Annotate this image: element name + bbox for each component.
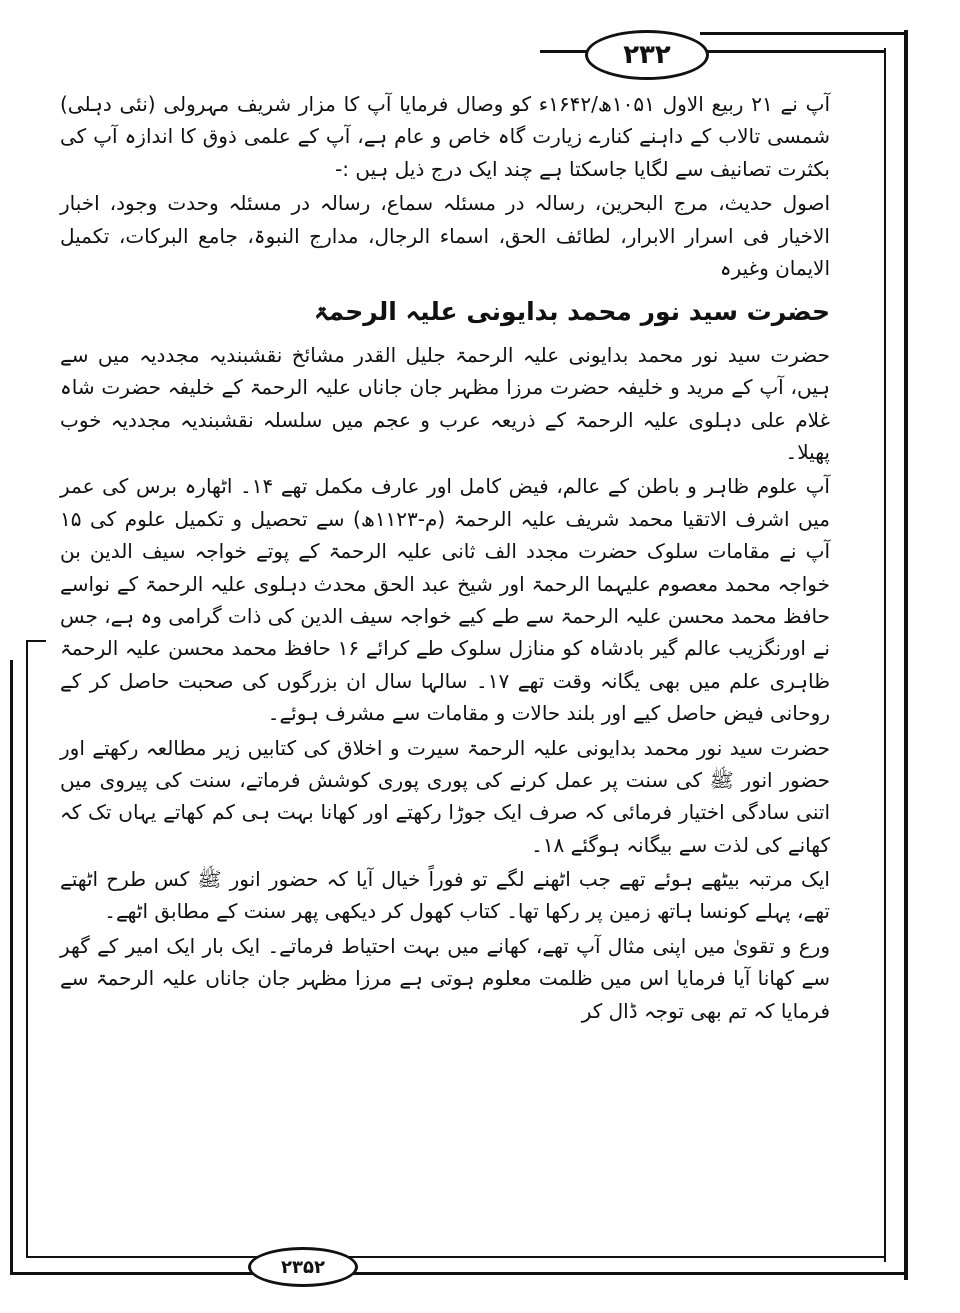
paragraph-anecdote: ایک مرتبہ بیٹھے ہوئے تھے جب اٹھنے لگے تو فوراً خیال آیا کہ حضور انور ﷺ کس طرح اٹھتے تھے، پہلے کونسا ہاتھ زمین پر رکھا تھا۔ کتاب کھول کر دیکھی پھر سنت کے مطابق اٹھے۔	[60, 867, 830, 924]
frame-right-outer	[904, 30, 908, 1280]
frame-top-left-stub	[540, 50, 588, 53]
frame-top-line-outer	[700, 32, 906, 35]
page-number-bottom: ۲۳۵۲	[248, 1247, 358, 1287]
frame-bottom-inner	[26, 1256, 886, 1258]
paragraph-introduction: حضرت سید نور محمد بدایونی علیہ الرحمۃ جلیل القدر مشائخ نقشبندیہ مجددیہ میں سے ہیں، آپ کے مرید و خلیفہ حضرت مرزا مظہر جان جاناں علیہ الرحمۃ کے خلیفہ حضرت شاہ غلام علی دہلوی علیہ الرحمۃ کے ذریعہ عرب و عجم میں سلسلہ نقشبندیہ مجددیہ خوب پھیلا۔	[60, 342, 830, 465]
frame-top-line	[700, 50, 886, 53]
frame-left-outer	[10, 660, 13, 1272]
paragraph-sunnah: حضرت سید نور محمد بدایونی علیہ الرحمۃ سیرت و اخلاق کی کتابیں زیر مطالعہ رکھتے اور حضور انور ﷺ کی سنت پر عمل کرنے کی پوری پوری کوشش فرماتے، سنت کی پیروی میں اتنی سادگی اختیار فرمائی کہ صرف ایک جوڑا رکھتے اور کھانا بہت ہی کم کھاتے یہاں تک کہ کھانے کی لذت سے بیگانہ ہوگئے ۱۸۔	[60, 735, 830, 857]
section-heading: حضرت سید نور محمد بدایونی علیہ الرحمۃ	[313, 297, 830, 327]
paragraph-education: آپ علوم ظاہر و باطن کے عالم، فیض کامل اور عارف مکمل تھے ۱۴۔ اٹھارہ برس کی عمر میں اشرف الاتقیا محمد شریف علیہ الرحمۃ (م-۱۱۲۳ھ) سے تحصیل و تکمیل علوم کی ۱۵ آپ نے مقامات سلوک حضرت مجدد الف ثانی علیہ الرحمۃ کے پوتے خواجہ سیف الدین بن خواجہ محمد معصوم علیہما الرحمۃ اور شیخ عبد الحق محدث دہلوی علیہ الرحمۃ کے نواسے حافظ محمد محسن علیہ الرحمۃ سے طے کیے خواجہ سیف الدین کی ذات گرامی وہ ہے، جس نے اورنگزیب عالم گیر بادشاہ کو منازل سلوک طے کرائے ۱۶ حافظ محمد محسن علیہ الرحمۃ ظاہری علم میں بھی یگانہ وقت تھے ۱۷۔ سالہا سال ان بزرگوں کی صحبت حاصل کر کے روحانی فیض حاصل کیے اور بلند حالات و مقامات سے مشرف ہوئے۔	[60, 474, 830, 726]
page-text	[60, 88, 830, 1029]
paragraph-piety: ورع و تقویٰ میں اپنی مثال آپ تھے، کھانے میں بہت احتیاط فرماتے۔ ایک بار ایک امیر کے گھر سے کھانا آیا فرمایا اس میں ظلمت معلوم ہوتی ہے مرزا مظہر جان جاناں علیہ الرحمۃ سے فرمایا کہ تم بھی توجہ ڈال کر	[60, 933, 830, 1023]
paragraph-death-and-works: آپ نے ۲۱ ربیع الاول ۱۰۵۱ھ/۱۶۴۲ء کو وصال فرمایا آپ کا مزار شریف مہرولی (نئی دہلی) شمسی تالاب کے داہنے کنارے زیارت گاہ خاص و عام ہے، آپ کے علمی ذوق کا اندازہ آپ کی بکثرت تصانیف سے لگایا جاسکتا ہے چند ایک درج ذیل ہیں :-	[60, 92, 830, 181]
paragraph-works-list: اصول حدیث، مرج البحرین، رسالہ در مسئلہ سماع، رسالہ در مسئلہ وحدت وجود، اخبار الاخیار فی اسرار الابرار، لطائف الحق، اسماء الرجال، مدارج النبوۃ، جامع البرکات، تکمیل الایمان وغیرہ	[60, 191, 830, 280]
frame-right-inner	[884, 48, 886, 1262]
frame-left-inner	[26, 640, 28, 1257]
frame-left-top-stub	[26, 640, 46, 642]
frame-bottom-outer	[10, 1272, 908, 1275]
page-number-top: ۲۳۲	[585, 30, 709, 80]
